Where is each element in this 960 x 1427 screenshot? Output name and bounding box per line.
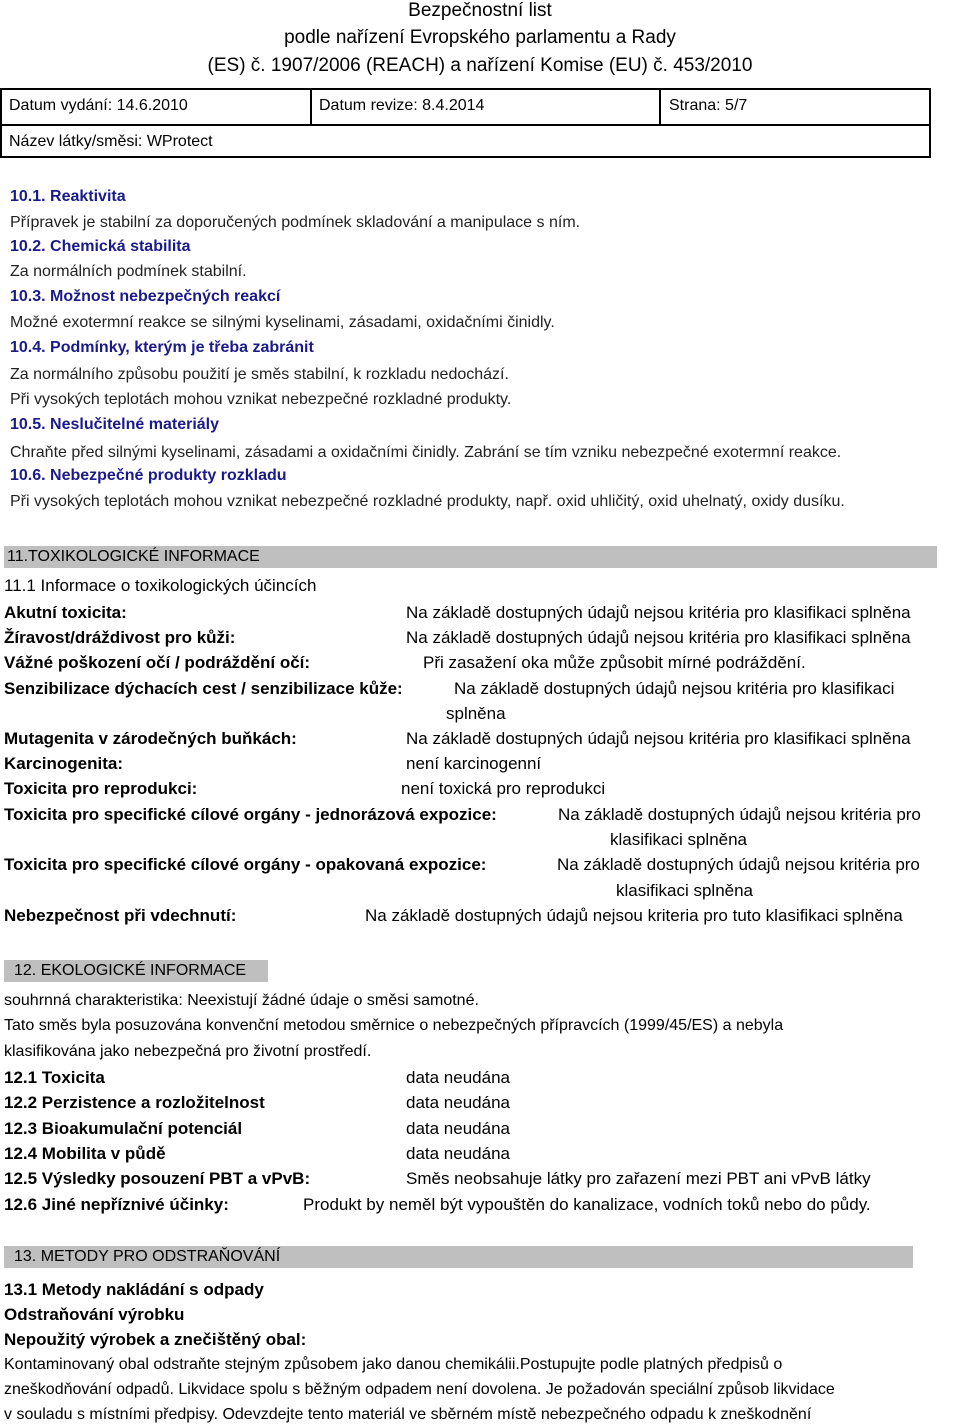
reproductive-toxicity-label: Toxicita pro reprodukci: — [4, 779, 198, 798]
mobility-value: data neudána — [406, 1144, 510, 1163]
other-effects-label: 12.6 Jiné nepříznivé účinky: — [4, 1195, 229, 1214]
text-10-6: Při vysokých teplotách mohou vznikat nebezpečné rozkladné produkty, např. oxid uhličitý, oxid uhelnatý, oxidy dusíku. — [10, 493, 845, 510]
text-10-1: Přípravek je stabilní za doporučených podmínek skladování a manipulace s ním. — [10, 214, 581, 231]
section-11-title: 11.TOXIKOLOGICKÉ INFORMACE — [7, 548, 260, 565]
carcinogenicity-label: Karcinogenita: — [4, 754, 124, 773]
toxicity-label: 12.1 Toxicita — [4, 1068, 105, 1087]
substance-name: Název látky/směsi: WProtect — [9, 133, 213, 150]
divider — [659, 90, 661, 125]
disposal-text-2: zneškodňování odpadů. Likvidace spolu s běžným odpadem není dovolena. Je požadován speciální způsob likvidace — [4, 1381, 835, 1398]
skin-corrosion-label: Žíravost/dráždivost pro kůži: — [4, 628, 236, 647]
heading-10-1: 10.1. Reaktivita — [10, 188, 126, 205]
header-regulation: podle nařízení Evropského parlamentu a Rady — [284, 27, 676, 48]
assessment-text-1: Tato směs byla posuzována konvenční metodou směrnice o nebezpečných přípravcích (1999/45/ES) a nebyla — [4, 1017, 784, 1034]
eye-damage-label: Vážné poškození očí / podráždění očí: — [4, 653, 311, 672]
revision-date: Datum revize: 8.4.2014 — [319, 97, 485, 114]
sensitization-label: Senzibilizace dýchacích cest / senzibilizace kůže: — [4, 679, 403, 698]
heading-10-3: 10.3. Možnost nebezpečných reakcí — [10, 288, 281, 305]
section-13-bar — [4, 1246, 913, 1268]
heading-10-4: 10.4. Podmínky, kterým je třeba zabránit — [10, 339, 314, 356]
section-13-title: 13. METODY PRO ODSTRAŇOVÁNÍ — [14, 1248, 281, 1265]
disposal-text-3: v souladu s místními předpisy. Odevzdejte tento materiál ve sběrném místě nebezpečného odpadu k zneškodnění — [4, 1406, 812, 1423]
eye-damage-value: Při zasažení oka může způsobit mírné podráždění. — [423, 653, 806, 672]
text-10-5: Chraňte před silnými kyselinami, zásadami a oxidačními činidly. Zabrání se tím vzniku nebezpečné exotermní reakce. — [10, 444, 842, 461]
stot-single-label: Toxicita pro specifické cílové orgány - jednorázová expozice: — [4, 805, 497, 824]
bioaccumulation-label: 12.3 Bioakumulační potenciál — [4, 1119, 243, 1138]
heading-10-2: 10.2. Chemická stabilita — [10, 238, 191, 255]
section-11-1-heading: 11.1 Informace o toxikologických účincích — [4, 576, 317, 595]
persistence-label: 12.2 Perzistence a rozložitelnost — [4, 1093, 265, 1112]
stot-single-value-2: klasifikaci splněna — [610, 830, 748, 849]
disposal-text-1: Kontaminovaný obal odstraňte stejným způsobem jako danou chemikálii.Postupujte podle platných předpisů o — [4, 1356, 783, 1373]
waste-methods-heading: 13.1 Metody nakládání s odpady — [4, 1280, 264, 1299]
text-10-4b: Při vysokých teplotách mohou vznikat nebezpečné rozkladné produkty. — [10, 391, 512, 408]
pbt-value: Směs neobsahuje látky pro zařazení mezi PBT ani vPvB látky — [406, 1169, 871, 1188]
text-10-2: Za normálních podmínek stabilní. — [10, 263, 247, 280]
packaging-disposal-heading: Nepoužitý výrobek a znečištěný obal: — [4, 1330, 307, 1349]
stot-repeated-value-2: klasifikaci splněna — [616, 881, 754, 900]
toxicity-value: data neudána — [406, 1068, 510, 1087]
sensitization-value-1: Na základě dostupných údajů nejsou kritéria pro klasifikaci — [454, 679, 895, 698]
text-10-3: Možné exotermní reakce se silnými kyselinami, zásadami, oxidačními činidly. — [10, 314, 555, 331]
bioaccumulation-value: data neudána — [406, 1119, 510, 1138]
skin-corrosion-value: Na základě dostupných údajů nejsou kritéria pro klasifikaci splněna — [406, 628, 911, 647]
mutagenicity-label: Mutagenita v zárodečných buňkách: — [4, 729, 297, 748]
pbt-label: 12.5 Výsledky posouzení PBT a vPvB: — [4, 1169, 311, 1188]
summary-text: souhrnná charakteristika: Neexistují žádné údaje o směsi samotné. — [4, 992, 479, 1009]
carcinogenicity-value: není karcinogenní — [406, 754, 542, 773]
aspiration-hazard-label: Nebezpečnost při vdechnutí: — [4, 906, 237, 925]
other-effects-value: Produkt by neměl být vypouštěn do kanalizace, vodních toků nebo do půdy. — [303, 1195, 871, 1214]
section-11-bar — [4, 546, 937, 568]
section-12-title: 12. EKOLOGICKÉ INFORMACE — [14, 962, 247, 979]
page-number: Strana: 5/7 — [669, 97, 748, 114]
text-10-4a: Za normálního způsobu použití je směs stabilní, k rozkladu nedochází. — [10, 366, 509, 383]
product-disposal-heading: Odstraňování výrobku — [4, 1305, 185, 1324]
header-info-box — [0, 88, 931, 158]
assessment-text-2: klasifikována jako nebezpečná pro životní prostředí. — [4, 1043, 372, 1060]
header-regulation-numbers: (ES) č. 1907/2006 (REACH) a nařízení Komise (EU) č. 453/2010 — [207, 55, 753, 76]
divider — [310, 90, 312, 125]
persistence-value: data neudána — [406, 1093, 510, 1112]
acute-toxicity-value: Na základě dostupných údajů nejsou kritéria pro klasifikaci splněna — [406, 603, 911, 622]
acute-toxicity-label: Akutní toxicita: — [4, 603, 127, 622]
section-12-bar — [4, 960, 268, 982]
mutagenicity-value: Na základě dostupných údajů nejsou kritéria pro klasifikaci splněna — [406, 729, 911, 748]
header-title: Bezpečnostní list — [408, 0, 552, 21]
stot-single-value-1: Na základě dostupných údajů nejsou kritéria pro — [558, 805, 921, 824]
issue-date: Datum vydání: 14.6.2010 — [9, 97, 188, 114]
heading-10-6: 10.6. Nebezpečné produkty rozkladu — [10, 467, 287, 484]
reproductive-toxicity-value: není toxická pro reprodukci — [401, 779, 606, 798]
sensitization-value-2: splněna — [446, 704, 506, 723]
aspiration-hazard-value: Na základě dostupných údajů nejsou kriteria pro tuto klasifikaci splněna — [365, 906, 903, 925]
mobility-label: 12.4 Mobilita v půdě — [4, 1144, 166, 1163]
divider — [2, 124, 929, 126]
heading-10-5: 10.5. Neslučitelné materiály — [10, 416, 219, 433]
stot-repeated-label: Toxicita pro specifické cílové orgány - opakovaná expozice: — [4, 855, 487, 874]
stot-repeated-value-1: Na základě dostupných údajů nejsou kritéria pro — [557, 855, 920, 874]
